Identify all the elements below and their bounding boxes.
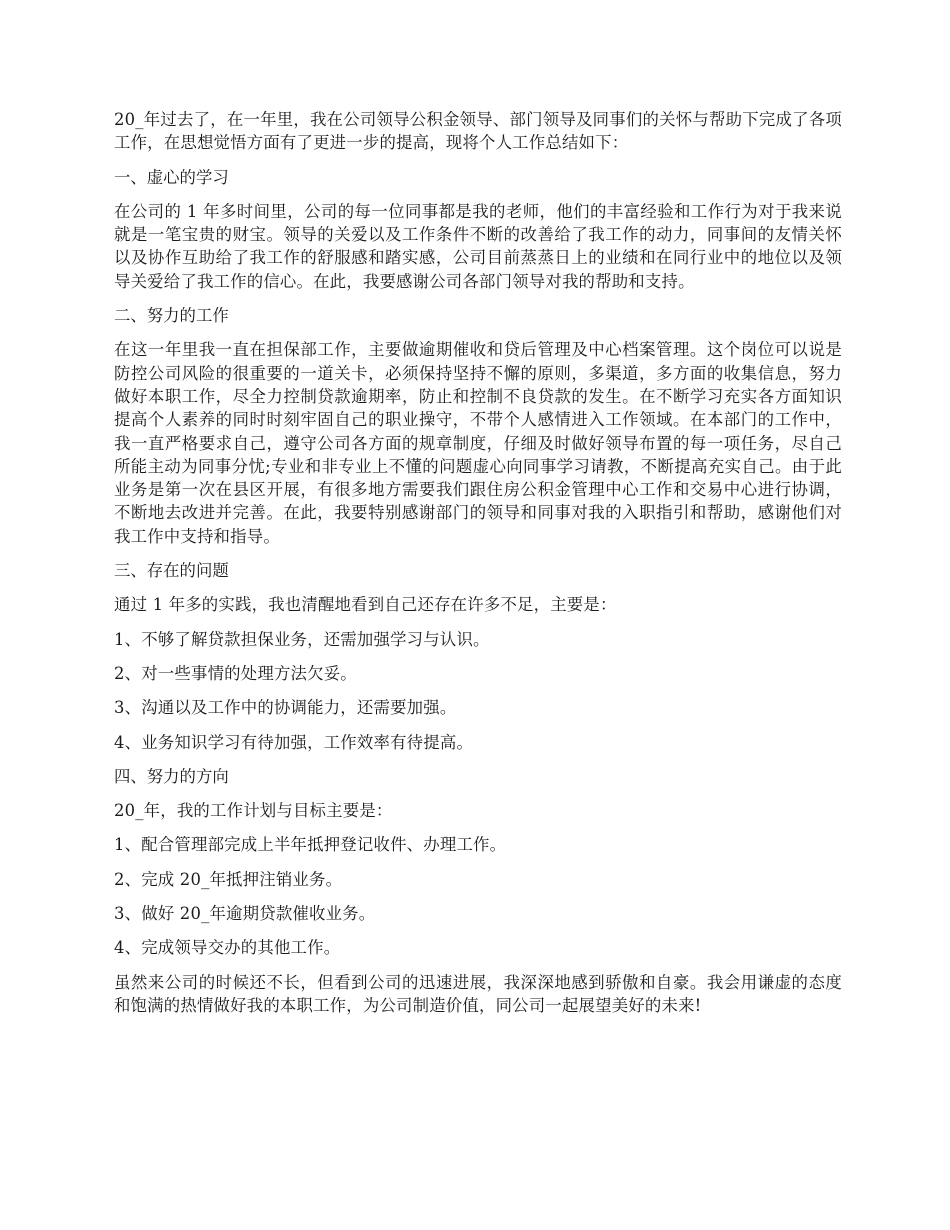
section-heading-work: 二、努力的工作 [114, 306, 229, 326]
list-item: 3、沟通以及工作中的协调能力，还需要加强。 [114, 698, 457, 718]
section-heading-learning: 一、虚心的学习 [114, 167, 229, 187]
section-intro-problems: 通过 1 年多的实践，我也清醒地看到自己还存在许多不足，主要是： [114, 595, 617, 615]
section-heading-direction: 四、努力的方向 [114, 766, 229, 786]
list-item: 2、完成 20_年抵押注销业务。 [114, 869, 343, 889]
list-item: 1、配合管理部完成上半年抵押登记收件、办理工作。 [114, 835, 507, 855]
intro-paragraph: 20_年过去了，在一年里，我在公司领导公积金领导、部门领导及同事们的关怀与帮助下完成了各项工作，在思想觉悟方面有了更进一步的提高，现将个人工作总结如下： [114, 110, 842, 153]
section-intro-direction: 20_年，我的工作计划与目标主要是： [114, 801, 393, 821]
section-body-work: 在这一年里我一直在担保部工作，主要做逾期催收和贷后管理及中心档案管理。这个岗位可以说是防控公司风险的很重要的一道关卡，必须保持坚持不懈的原则，多渠道，多方面的收集信息，努力做好本职工作，尽全力控制贷款逾期率，防止和控制不良贷款的发生。在不断学习充实各方面知识提高个人素养的同时时刻牢固自己的职业操守，不带个人感情进入工作领域。在本部门的工作中，我一直严格要求自己，遵守公司各方面的规章制度，仔细及时做好领导布置的每一项任务，尽自己所能主动为同事分忧;专业和非专业上不懂的问题虚心向同事学习请教，不断提高充实自己。由于此业务是第一次在县区开展，有很多地方需要我们跟住房公积金管理中心工作和交易中心进行协调，不断地去改进并完善。在此，我要特别感谢部门的领导和同事对我的入职指引和帮助，感谢他们对我工作中支持和指导。 [114, 340, 842, 546]
section-heading-problems: 三、存在的问题 [114, 561, 229, 581]
list-item: 4、完成领导交办的其他工作。 [114, 938, 341, 958]
list-item: 4、业务知识学习有待加强，工作效率有待提高。 [114, 732, 474, 752]
document-page [114, 108, 842, 1028]
list-item: 2、对一些事情的处理方法欠妥。 [114, 663, 357, 683]
list-item: 3、做好 20_年逾期贷款催收业务。 [114, 904, 376, 924]
section-body-learning: 在公司的 1 年多时间里，公司的每一位同事都是我的老师，他们的丰富经验和工作行为对于我来说就是一笔宝贵的财宝。领导的关爱以及工作条件不断的改善给了我工作的动力，同事间的友情关怀以及协作互助给了我工作的舒服感和踏实感，公司目前蒸蒸日上的业绩和在同行业中的地位以及领导关爱给了我工作的信心。在此，我要感谢公司各部门领导对我的帮助和支持。 [114, 201, 842, 291]
list-item: 1、不够了解贷款担保业务，还需加强学习与认识。 [114, 629, 490, 649]
closing-paragraph: 虽然来公司的时候还不长，但看到公司的迅速进展，我深深地感到骄傲和自豪。我会用谦虚的态度和饱满的热情做好我的本职工作，为公司制造价值，同公司一起展望美好的未来! [114, 972, 842, 1015]
